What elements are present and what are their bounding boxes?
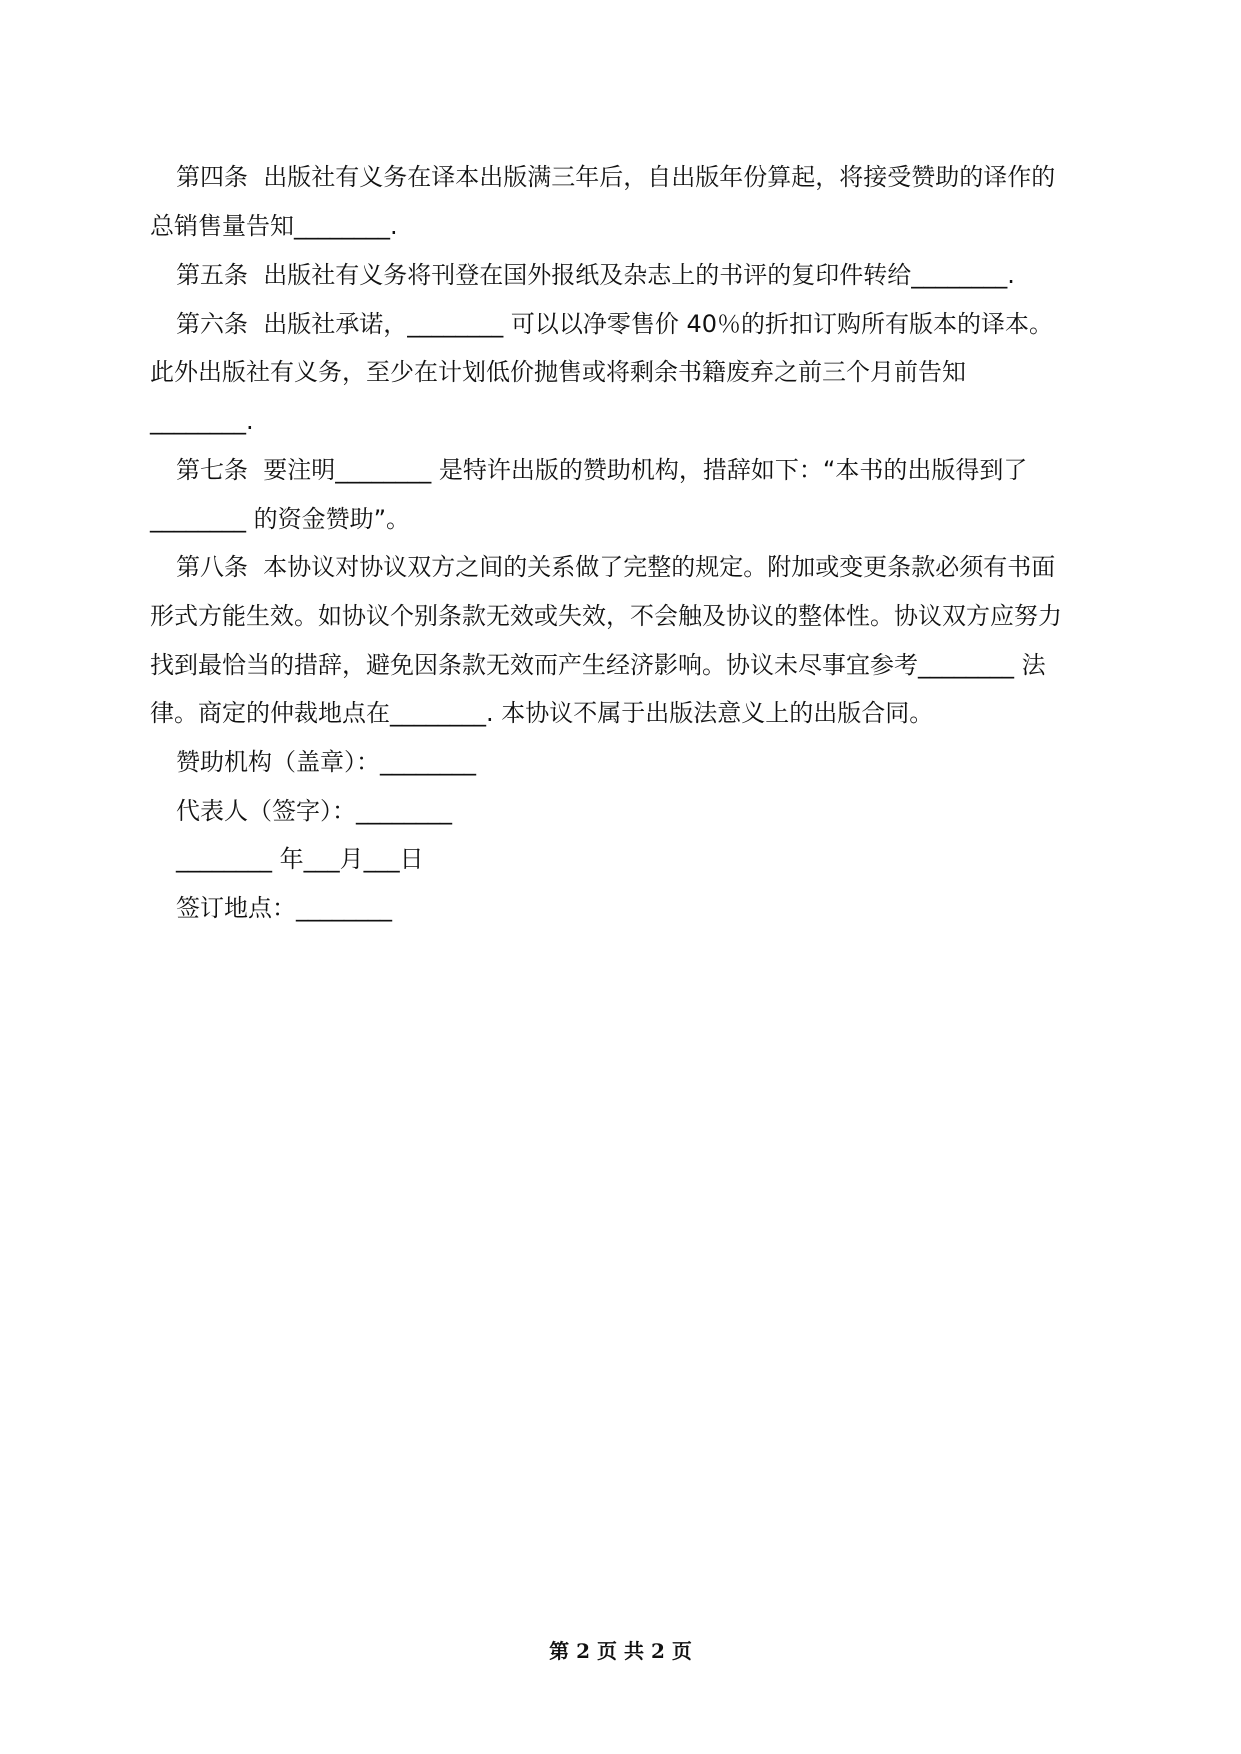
article-8-line-1: 第八条 本协议对协议双方之间的关系做了完整的规定。附加或变更条款必须有书面 xyxy=(176,553,1056,581)
sponsor-seal-line: 赞助机构（盖章）：________ xyxy=(176,748,476,776)
article-4-line-2: 总销售量告知________. xyxy=(150,212,398,240)
page-number-footer: 第 2 页 共 2 页 xyxy=(549,1639,692,1663)
article-8-line-3: 找到最恰当的措辞，避免因条款无效而产生经济影响。协议未尽事宜参考________ 法 xyxy=(150,651,1046,679)
representative-signature-line: 代表人（签字）：________ xyxy=(176,797,452,825)
article-6-line-3: ________. xyxy=(150,407,254,435)
article-7-line-2: ________ 的资金赞助”。 xyxy=(150,505,411,533)
article-8-line-4: 律。商定的仲裁地点在________. 本协议不属于出版法意义上的出版合同。 xyxy=(150,699,934,727)
signing-place-line: 签订地点：________ xyxy=(176,894,392,922)
article-8-line-2: 形式方能生效。如协议个别条款无效或失效，不会触及协议的整体性。协议双方应努力 xyxy=(150,602,1062,630)
article-4-line-1: 第四条 出版社有义务在译本出版满三年后，自出版年份算起，将接受赞助的译作的 xyxy=(176,163,1056,191)
article-7-line-1: 第七条 要注明________ 是特许出版的赞助机构，措辞如下：“本书的出版得到了 xyxy=(176,456,1028,484)
article-6-line-1: 第六条 出版社承诺，________ 可以以净零售价 40％的折扣订购所有版本的译本。 xyxy=(176,310,1054,338)
article-6-line-2: 此外出版社有义务，至少在计划低价抛售或将剩余书籍废弃之前三个月前告知 xyxy=(150,358,966,386)
date-line: ________ 年___月___日 xyxy=(176,845,424,873)
article-5-line: 第五条 出版社有义务将刊登在国外报纸及杂志上的书评的复印件转给________. xyxy=(176,261,1015,289)
